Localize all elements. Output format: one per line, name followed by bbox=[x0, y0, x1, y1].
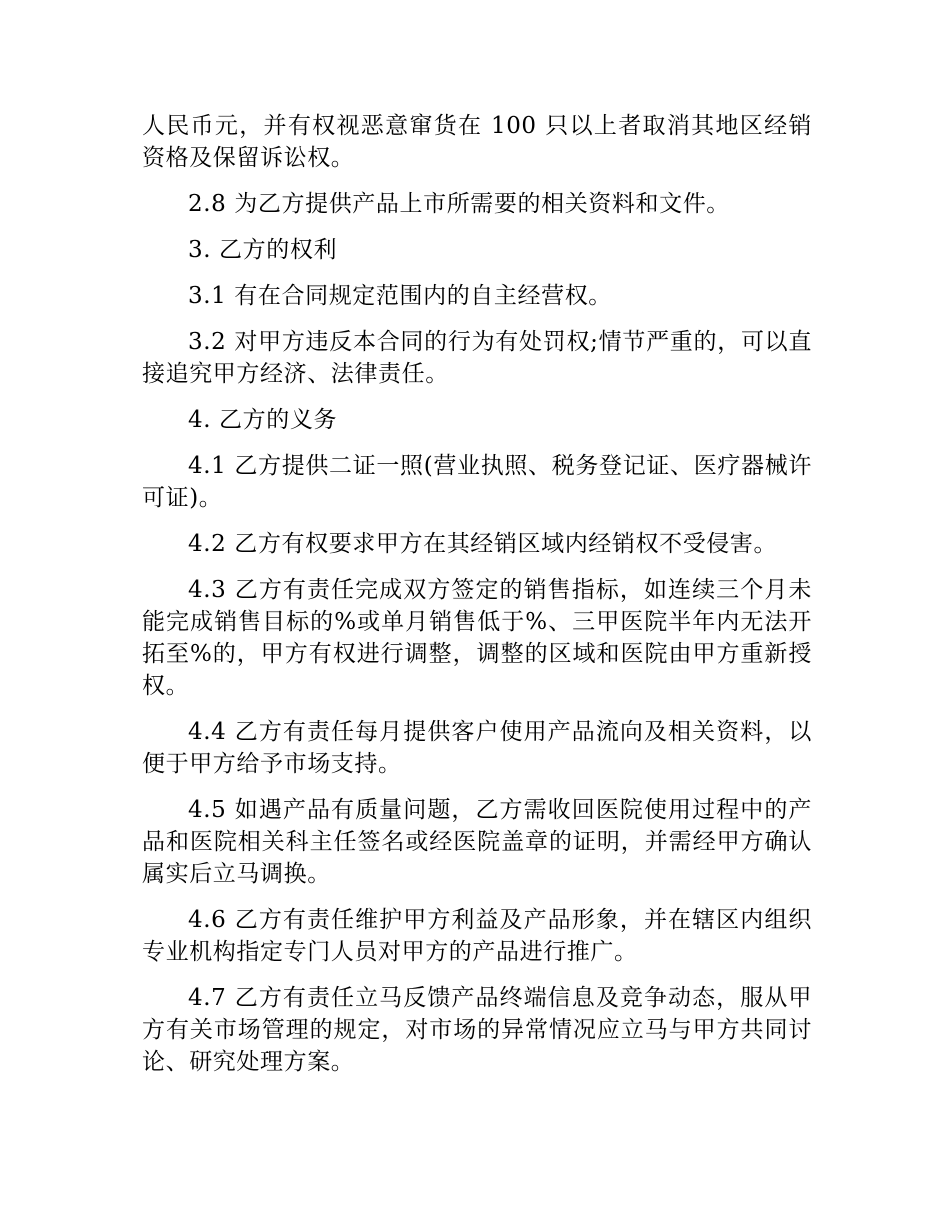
paragraph-4-4: 4.4 乙方有责任每月提供客户使用产品流向及相关资料，以便于甲方给予市场支持。 bbox=[142, 719, 812, 777]
heading-3: 3. 乙方的权利 bbox=[188, 237, 338, 263]
paragraph-4-5: 4.5 如遇产品有质量问题，乙方需收回医院使用过程中的产品和医院相关科主任签名或经医院盖章的证明，并需经甲方确认属实后立马调换。 bbox=[142, 797, 812, 887]
paragraph-4-1: 4.1 乙方提供二证一照(营业执照、税务登记证、医疗器械许可证)。 bbox=[142, 453, 812, 511]
paragraph-2-8: 2.8 为乙方提供产品上市所需要的相关资料和文件。 bbox=[188, 191, 730, 217]
paragraph-3-1: 3.1 有在合同规定范围内的自主经营权。 bbox=[188, 283, 612, 309]
paragraph-continuation: 人民币元，并有权视恶意窜货在 100 只以上者取消其地区经销资格及保留诉讼权。 bbox=[142, 113, 812, 171]
paragraph-4-2: 4.2 乙方有权要求甲方在其经销区域内经销权不受侵害。 bbox=[188, 531, 778, 557]
paragraph-4-3: 4.3 乙方有责任完成双方签定的销售指标，如连续三个月未能完成销售目标的%或单月销售低于%、三甲医院半年内无法开拓至%的，甲方有权进行调整，调整的区域和医院由甲方重新授权。 bbox=[142, 577, 812, 699]
paragraph-3-2: 3.2 对甲方违反本合同的行为有处罚权;情节严重的，可以直接追究甲方经济、法律责任。 bbox=[142, 329, 812, 387]
paragraph-4-7: 4.7 乙方有责任立马反馈产品终端信息及竞争动态，服从甲方有关市场管理的规定，对市场的异常情况应立马与甲方共同讨论、研究处理方案。 bbox=[142, 985, 812, 1075]
document-page bbox=[142, 110, 812, 1092]
heading-4: 4. 乙方的义务 bbox=[188, 407, 338, 433]
paragraph-4-6: 4.6 乙方有责任维护甲方利益及产品形象，并在辖区内组织专业机构指定专门人员对甲方的产品进行推广。 bbox=[142, 907, 812, 965]
